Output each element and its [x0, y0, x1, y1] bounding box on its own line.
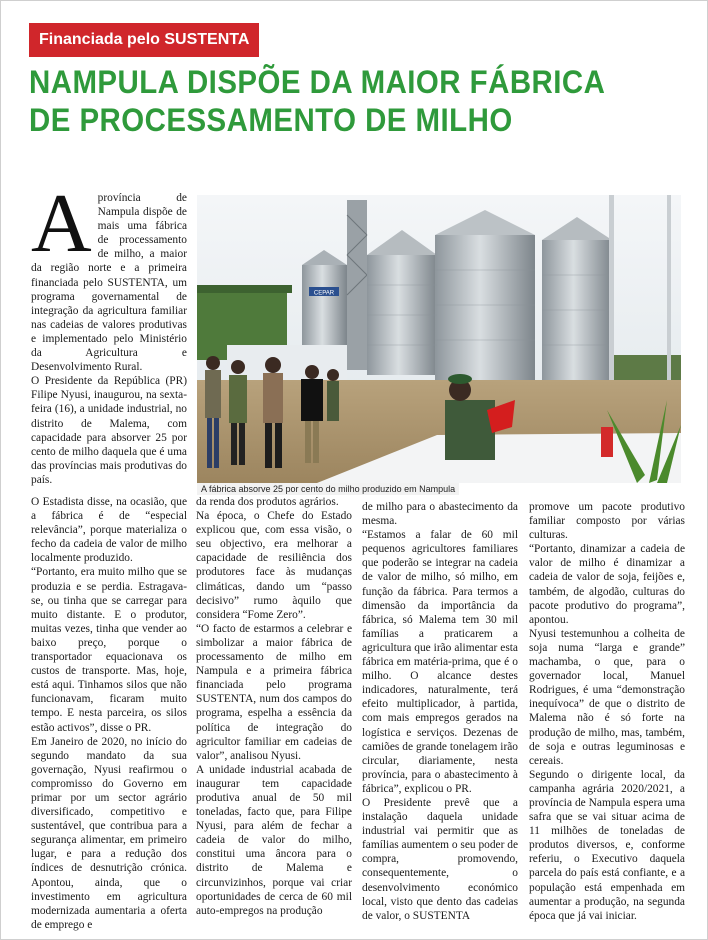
factory-photo-illustration [197, 195, 681, 483]
paragraph: O Presidente prevê que a instalação daquela unidade industrial vai permitir que as famílias aumentem o seu poder de compra, promovendo, consequentemente, o desenvolvimento económico local, visto que dento das cadeias de valor, o SUSTENTA [362, 796, 518, 922]
paragraph: Nyusi testemunhou a colheita de soja numa “larga e grande” machamba, o que, para o governador local, Manuel Rodrigues, é uma “demonstração inequívoca” de que o distrito de Malema não é só forte na produção de milho, mas, também, de soja e outras leguminosas e cereais. [529, 627, 685, 767]
section-tag: Financiada pelo SUSTENTA [29, 23, 259, 57]
paragraph: “O facto de estarmos a celebrar e simbolizar a maior fábrica de processamento de milho em Nampula e a primeira fábrica financiada pelo programa SUSTENTA, num dos campos do programa, espelha a essência da política de integração do agricultor familiar em cadeias de valor”, analisou Nyusi. [196, 622, 352, 762]
headline-line-1: NAMPULA DISPÕE DA MAIOR FÁBRICA [29, 64, 606, 100]
paragraph: da renda dos produtos agrários. [196, 496, 339, 508]
paragraph: “Estamos a falar de 60 mil pequenos agricultores familiares que poderão se integrar na cadeia de valor de milho, só milho, em função da fábrica. Para termos a dimensão da importância da fábrica, só Malema tem 30 mil famílias a praticarem a agricultura que irão alimentar esta fábrica em matéria-prima, que é o milho. O alcance destes indicadores, naturalmente, terá efeito multiplicador, à partida, com mais empregos gerados na logística e serviços. Dezenas de camiões de grande tonelagem irão circular, diariamente, nesta província, para o abastecimento à fábrica”, explicou o PR. [362, 529, 518, 795]
paragraph: de milho para o abastecimento da mesma. [362, 501, 518, 528]
article-column-2 [196, 495, 352, 915]
article-column-1 [31, 495, 187, 931]
lead-paragraph: província de Nampula dispõe de mais uma fábrica de processamento de milho, a maior da região norte e a primeira financiada pelo SUSTENTA, um programa governamental de integração da agricultura familiar nas cadeias de valores produtivas e implementado pelo Ministério da Agricultura e Desenvolvimento Rural. [31, 192, 187, 374]
paragraph: promove um pacote produtivo familiar composto por várias culturas. [529, 501, 685, 542]
paragraph: Na época, o Chefe do Estado explicou que, com essa visão, o seu objectivo, era melhorar a capacidade de resiliência dos produtores face às mudanças climáticas, dando um “passo decisivo” rumo àquilo que considera “Fome Zero”. [196, 510, 352, 621]
drop-cap: A [31, 177, 92, 270]
headline-line-2: DE PROCESSAMENTO DE MILHO [29, 102, 513, 138]
article-lead [31, 177, 187, 495]
article-column-3 [362, 500, 518, 920]
paragraph: A unidade industrial acabada de inaugurar tem capacidade produtiva anual de 50 mil toneladas, facto que, para Filipe Nyusi, para além de fechar a cadeia de valor do milho, constitui uma âncora para o distrito de Malema e circunvizinhos, porque vai criar oportunidades de cerca de 60 mil auto-empregos na produção [196, 763, 352, 917]
paragraph: O Presidente da República (PR) Filipe Nyusi, inaugurou, na sexta-feira (16), a unidade industrial, no distrito de Malema, com capacidade para absorver 25 por cento de milho daquela que é uma das províncias mais produtivas do país. [31, 375, 187, 486]
factory-sign: CEPAR [313, 290, 335, 297]
photo-caption: A fábrica absorve 25 por cento do milho produzido em Nampula [197, 483, 681, 496]
headline [29, 63, 636, 139]
paragraph: “Portanto, era muito milho que se produzia e se perdia. Estragava-se, ou tinha que se carregar para muito distante. E o produtor, muitas vezes, tinha que vender ao baixo preço, porque o transportador equacionava os custos de transporte. Mas, hoje, está aqui. Tinhamos silos que não funcionavam, ficaram muito tempo. E nesta parceira, os silos estão activos”, disse o PR. [31, 566, 187, 734]
paragraph: O Estadista disse, na ocasião, que a fábrica é de “especial relevância”, porque materializa o fecho da cadeia de valor de milho localmente produzido. [31, 496, 187, 565]
paragraph: “Portanto, dinamizar a cadeia de valor de milho é dinamizar a cadeia de valor de soja, feijões e, também, de algodão, culturas do pacote produtivo do programa”, apontou. [529, 543, 685, 626]
paragraph: Em Janeiro de 2020, no início do segundo mandato da sua governação, Nyusi reafirmou o compromisso do Governo em primar por um sector agrário diversificado, competitivo e sustentável, que contribua para a segurança alimentar, em primeiro lugar, e para a redução dos índices de desnutrição crónica. Apontou, ainda, que o investimento em agricultura modernizada aumentaria a oferta de emprego e [31, 735, 187, 931]
article-column-4 [529, 500, 685, 920]
article-photo [197, 195, 681, 483]
paragraph: Segundo o dirigente local, da campanha agrária 2020/2021, a província de Nampula espera uma safra que se vai situar acima de 11 milhões de toneladas de produtos diversos, e, conforme referiu, o Executivo daquela parcela do país está confiante, e a população está empenhada em aumentar a produção, na segunda época que já vai iniciar. [529, 768, 685, 922]
